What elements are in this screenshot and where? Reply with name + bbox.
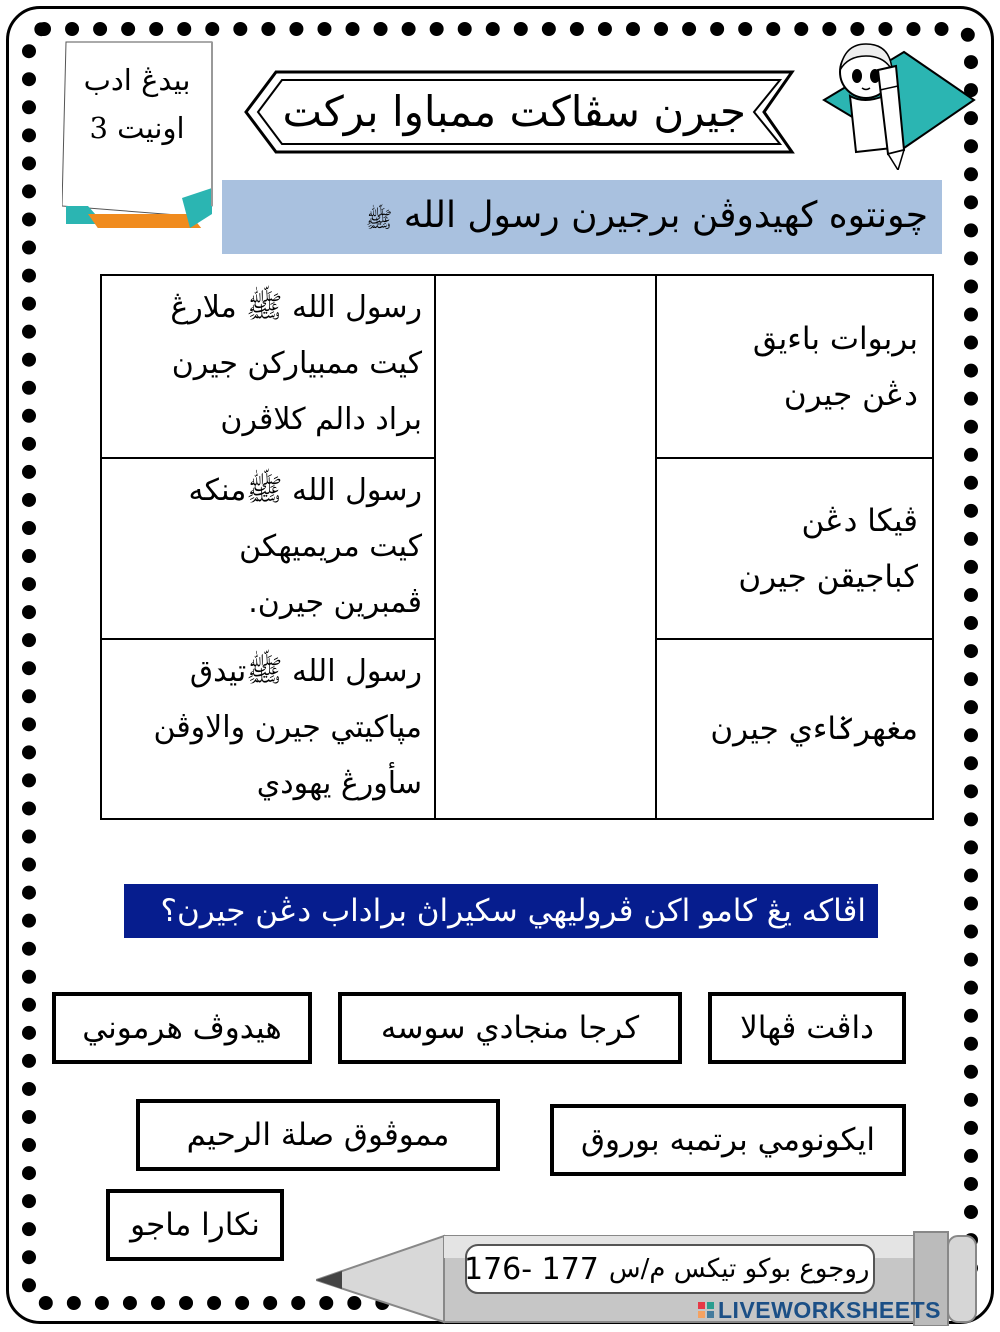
- page-title: جيرن سڤاكت ممباوا بركت: [282, 87, 746, 136]
- reference-label: [464, 1243, 876, 1295]
- subtitle-bar: [222, 180, 942, 254]
- example-line: ڤمبرين جيرن.: [248, 585, 422, 620]
- example-line: مپاكيتي جيرن والاوڤن: [153, 710, 422, 745]
- category-line: بربوات باءيق: [752, 320, 918, 357]
- reference-pages: 176- 177: [464, 1251, 599, 1287]
- example-line: كيت ممبياركن جيرن: [171, 346, 422, 381]
- example-line: رسول الله ﷺ ملارڠ: [170, 290, 422, 325]
- category-line: دڠن جيرن: [783, 376, 918, 413]
- table-row-2-example: [102, 459, 434, 638]
- saw-symbol: ﷺ: [365, 208, 393, 233]
- bookmark-text: [62, 56, 212, 152]
- question-bar: [124, 884, 878, 938]
- subtitle-text: [366, 186, 928, 251]
- category-line: ڤيكا دڠن: [801, 502, 918, 539]
- question-text: اڤاكه يڠ كامو اكن ڤروليهي سكيراڽ براداب دڠن جيرن؟: [160, 893, 866, 929]
- examples-table: [100, 274, 934, 820]
- table-row-2-category: [657, 459, 932, 638]
- unit-label: اونيت 3: [89, 111, 185, 145]
- example-line: سأورڠ يهودي: [256, 766, 422, 801]
- table-row-2-drop-zone[interactable]: [436, 459, 655, 638]
- table-row-1-drop-zone[interactable]: [436, 276, 655, 457]
- example-line: رسول الله ﷺمنكه: [188, 473, 422, 508]
- example-line: رسول الله ﷺتيدق: [189, 654, 422, 689]
- subtitle-main: چونتوه كهيدوڤن برجيرن رسول الله: [403, 195, 928, 236]
- liveworksheets-icon: [698, 1302, 714, 1318]
- subject-bookmark: [62, 38, 232, 228]
- answer-option-1[interactable]: داڤت ڤهالا: [708, 992, 906, 1064]
- category-line: كباجيقن جيرن: [738, 558, 918, 595]
- subject-label: بيدڠ ادب: [83, 63, 191, 97]
- reference-text: روجوع بوكو تيكس م/س: [608, 1254, 870, 1284]
- liveworksheets-logo: [698, 1296, 994, 1324]
- answer-option-5[interactable]: مموڤوق صلة الرحيم: [136, 1099, 500, 1171]
- table-row-3-category: [657, 640, 932, 818]
- category-line: مغهرݢاءي جيرن: [710, 711, 918, 747]
- table-row-1-example: [102, 276, 434, 457]
- table-row-1-category: [657, 276, 932, 457]
- example-line: براد دالم كلاڤرن: [220, 402, 422, 437]
- branding-text: LIVEWORKSHEETS: [718, 1296, 941, 1323]
- title-banner: [236, 68, 796, 156]
- example-line: كيت مريميهكن: [239, 529, 422, 564]
- answer-option-6[interactable]: نكارا ماجو: [106, 1189, 284, 1261]
- table-row-3-example: [102, 640, 434, 818]
- answer-option-4[interactable]: ايكونومي برتمبه بوروق: [550, 1104, 906, 1176]
- girl-with-pencil-icon: [804, 30, 984, 170]
- answer-option-2[interactable]: كرجا منجادي سوسه: [338, 992, 682, 1064]
- table-row-3-drop-zone[interactable]: [436, 640, 655, 818]
- answer-option-3[interactable]: هيدوڤ هرموني: [52, 992, 312, 1064]
